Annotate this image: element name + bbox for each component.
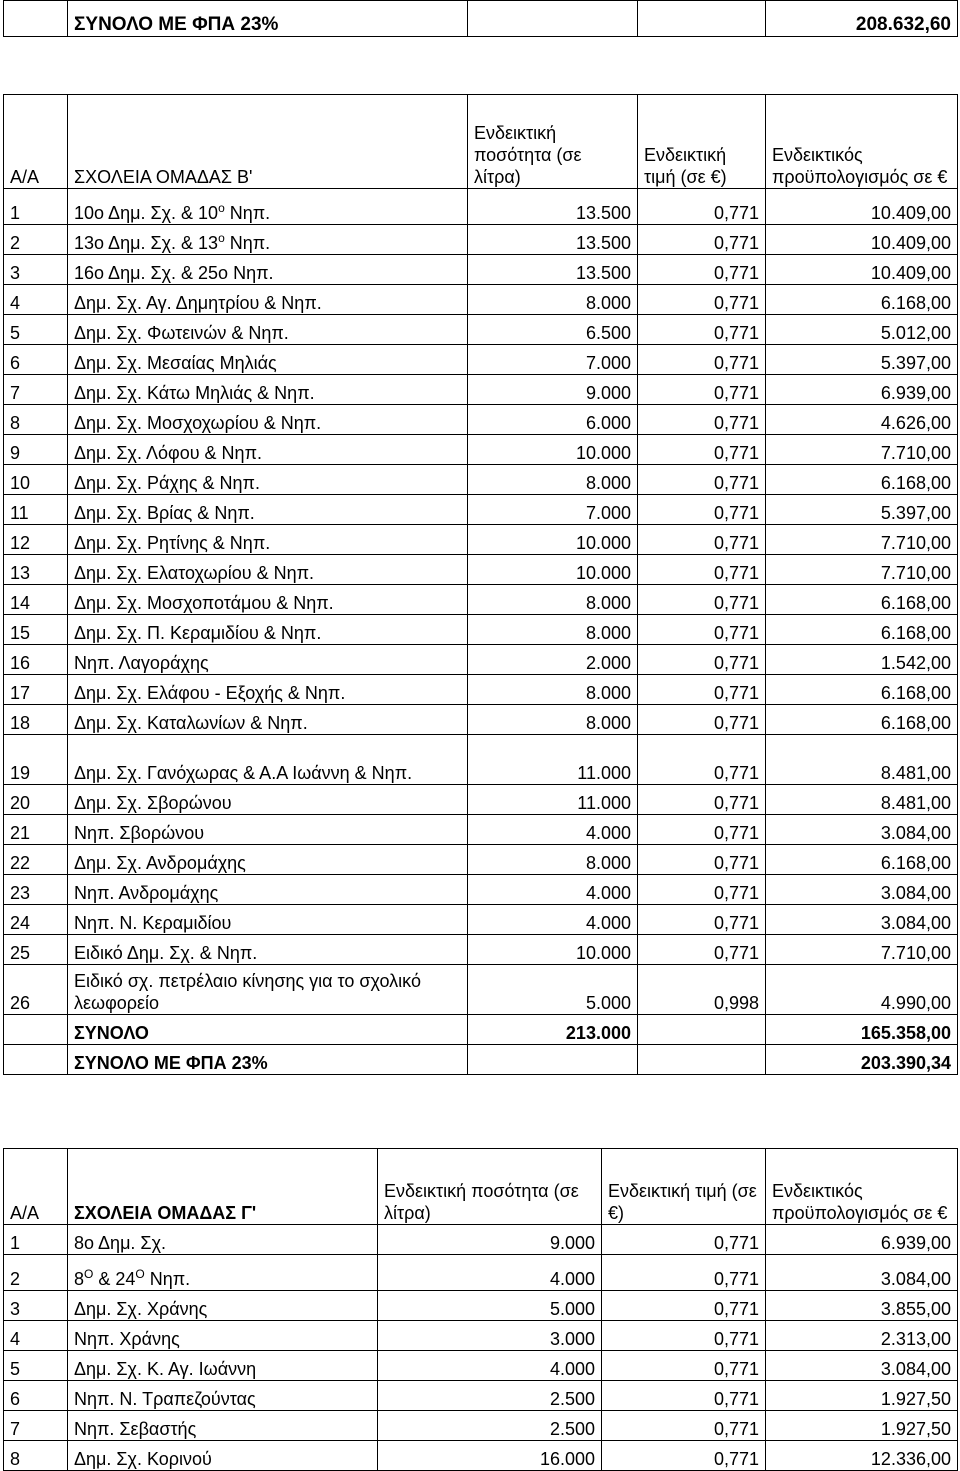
group-b-table [3,94,958,1075]
table-row [4,189,958,225]
cell-price: 0,771 [638,585,766,615]
cell-aa: 2 [4,1255,68,1291]
cell-aa: 7 [4,375,68,405]
cell-quantity: 8.000 [468,675,638,705]
cell-budget: 6.168,00 [766,285,958,315]
cell-quantity: 4.000 [468,905,638,935]
table-row [4,645,958,675]
cell-school: $8^O$ & $24^O$ Νηπ. [68,1255,378,1291]
cell-aa: 1 [4,1225,68,1255]
cell-price: 0,771 [602,1351,766,1381]
table-row [4,705,958,735]
cell-aa: 3 [4,1291,68,1321]
group-b-total-quantity: 213.000 [468,1015,638,1045]
cell-budget: 10.409,00 [766,225,958,255]
cell-quantity: 7.000 [468,345,638,375]
cell-aa: 5 [4,315,68,345]
cell-school: Δημ. Σχ. Μοσχοποτάμου & Νηπ. [68,585,468,615]
cell-price: 0,771 [602,1255,766,1291]
cell-price: 0,771 [638,465,766,495]
cell-school: Δημ. Σχ. Ελατοχωρίου & Νηπ. [68,555,468,585]
cell-budget: 8.481,00 [766,735,958,785]
cell-price: 0,771 [638,705,766,735]
cell-school: Δημ. Σχ. Γανόχωρας & Α.Α Ιωάννη & Νηπ. [68,735,468,785]
cell-aa: 15 [4,615,68,645]
cell-school: Ειδικό Δημ. Σχ. & Νηπ. [68,935,468,965]
cell-quantity: 4.000 [378,1351,602,1381]
cell-quantity: 8.000 [468,705,638,735]
cell-school: Δημ. Σχ. Ρητίνης & Νηπ. [68,525,468,555]
empty-cell [638,1,766,37]
cell-budget: 3.084,00 [766,905,958,935]
table-row [4,585,958,615]
cell-aa: 5 [4,1351,68,1381]
group-b-body [4,189,958,1015]
table-row [4,405,958,435]
cell-aa: 9 [4,435,68,465]
cell-budget: 7.710,00 [766,935,958,965]
top-total-table [3,0,958,37]
cell-aa: 17 [4,675,68,705]
table-row [4,1381,958,1411]
cell-quantity: 8.000 [468,585,638,615]
group-c-table [3,1148,958,1471]
cell-aa: 26 [4,965,68,1015]
table-row [4,1321,958,1351]
cell-school: Δημ. Σχ. Βρίας & Νηπ. [68,495,468,525]
table-row [4,495,958,525]
cell-school: Νηπ. Σβορώνου [68,815,468,845]
cell-budget: 5.012,00 [766,315,958,345]
cell-price: 0,771 [638,315,766,345]
table-row [4,905,958,935]
cell-price: 0,771 [638,785,766,815]
cell-budget: 12.336,00 [766,1441,958,1471]
cell-school: Νηπ. Ανδρομάχης [68,875,468,905]
cell-school: Νηπ. Χράνης [68,1321,378,1351]
cell-aa: 19 [4,735,68,785]
table-row [4,555,958,585]
group-b-total-vat-row [4,1045,958,1075]
group-b-header-row [4,95,958,189]
cell-quantity: 13.500 [468,189,638,225]
header-price: Ενδεικτική τιμή (σε €) [638,95,766,189]
cell-budget: 3.084,00 [766,1255,958,1291]
cell-aa: 25 [4,935,68,965]
cell-quantity: 16.000 [378,1441,602,1471]
cell-quantity: 4.000 [378,1255,602,1291]
cell-price: 0,771 [602,1441,766,1471]
cell-aa: 23 [4,875,68,905]
cell-budget: 6.939,00 [766,1225,958,1255]
cell-school: Δημ. Σχ. Κάτω Μηλιάς & Νηπ. [68,375,468,405]
cell-price: 0,771 [602,1291,766,1321]
cell-aa: 6 [4,1381,68,1411]
cell-aa: 24 [4,905,68,935]
table-row [4,465,958,495]
cell-quantity: 10.000 [468,935,638,965]
cell-school: Δημ. Σχ. Καταλωνίων & Νηπ. [68,705,468,735]
cell-budget: 8.481,00 [766,785,958,815]
cell-school: Δημ. Σχ. Αγ. Δημητρίου & Νηπ. [68,285,468,315]
group-b-total-budget: 165.358,00 [766,1015,958,1045]
cell-budget: 3.084,00 [766,1351,958,1381]
table-row [4,675,958,705]
header-quantity: Ενδεικτική ποσότητα (σε λίτρα) [468,95,638,189]
cell-budget: 4.626,00 [766,405,958,435]
cell-quantity: 5.000 [378,1291,602,1321]
table-row [4,525,958,555]
cell-quantity: 8.000 [468,285,638,315]
cell-school: Νηπ. Ν. Κεραμιδίου [68,905,468,935]
cell-quantity: 6.500 [468,315,638,345]
table-row [4,345,958,375]
cell-school: 13ο Δημ. Σχ. & $13^o$ Νηπ. [68,225,468,255]
cell-budget: 2.313,00 [766,1321,958,1351]
cell-quantity: 11.000 [468,785,638,815]
cell-school: Δημ. Σχ. Σβορώνου [68,785,468,815]
cell-price: 0,771 [638,255,766,285]
table-row [4,1441,958,1471]
cell-quantity: 10.000 [468,435,638,465]
cell-aa: 13 [4,555,68,585]
group-c-header-row [4,1149,958,1225]
cell-aa: 8 [4,405,68,435]
header-aa: Α/Α [4,1149,68,1225]
cell-price: 0,771 [638,645,766,675]
table-row [4,255,958,285]
top-total-label: ΣΥΝΟΛΟ ΜΕ ΦΠΑ 23% [68,1,468,37]
cell-price: 0,998 [638,965,766,1015]
cell-quantity: 7.000 [468,495,638,525]
header-price: Ενδεικτική τιμή (σε €) [602,1149,766,1225]
table-row [4,1291,958,1321]
cell-budget: 7.710,00 [766,435,958,465]
cell-budget: 3.084,00 [766,875,958,905]
cell-price: 0,771 [638,525,766,555]
header-quantity: Ενδεικτική ποσότητα (σε λίτρα) [378,1149,602,1225]
cell-aa: 16 [4,645,68,675]
cell-budget: 1.542,00 [766,645,958,675]
cell-school: Δημ. Σχ. Ελάφου - Εξοχής & Νηπ. [68,675,468,705]
cell-budget: 5.397,00 [766,345,958,375]
header-school: ΣΧΟΛΕΙΑ ΟΜΑΔΑΣ Γ' [68,1149,378,1225]
group-c-body [4,1225,958,1471]
cell-quantity: 2.500 [378,1411,602,1441]
group-b-total-row [4,1015,958,1045]
cell-price: 0,771 [638,555,766,585]
header-school: ΣΧΟΛΕΙΑ ΟΜΑΔΑΣ Β' [68,95,468,189]
table-row [4,845,958,875]
cell-school: Δημ. Σχ. Π. Κεραμιδίου & Νηπ. [68,615,468,645]
table-row [4,935,958,965]
cell-aa: 11 [4,495,68,525]
table-row [4,875,958,905]
cell-budget: 7.710,00 [766,555,958,585]
cell-aa: 14 [4,585,68,615]
cell-budget: 6.168,00 [766,675,958,705]
cell-school: Ειδικό σχ. πετρέλαιο κίνησης για το σχολικό λεωφορείο [68,965,468,1015]
table-row [4,1351,958,1381]
cell-price: 0,771 [638,375,766,405]
top-total-value: 208.632,60 [766,1,958,37]
cell-quantity: 11.000 [468,735,638,785]
cell-quantity: 3.000 [378,1321,602,1351]
cell-quantity: 4.000 [468,815,638,845]
cell-quantity: 8.000 [468,615,638,645]
cell-aa: 18 [4,705,68,735]
cell-budget: 6.168,00 [766,845,958,875]
table-row [4,375,958,405]
cell-school: Δημ. Σχ. Κορινού [68,1441,378,1471]
cell-aa: 4 [4,285,68,315]
cell-quantity: 8.000 [468,465,638,495]
cell-quantity: 6.000 [468,405,638,435]
cell-quantity: 8.000 [468,845,638,875]
cell-budget: 7.710,00 [766,525,958,555]
cell-price: 0,771 [638,285,766,315]
table-row [4,735,958,785]
cell-price: 0,771 [638,405,766,435]
cell-school: Δημ. Σχ. Κ. Αγ. Ιωάννη [68,1351,378,1381]
cell-price: 0,771 [638,905,766,935]
top-total-row [4,1,958,37]
header-aa: Α/Α [4,95,68,189]
cell-budget: 3.084,00 [766,815,958,845]
group-b-total-vat-budget: 203.390,34 [766,1045,958,1075]
cell-aa: 12 [4,525,68,555]
empty-cell [4,1015,68,1045]
cell-aa: 2 [4,225,68,255]
group-b-total-vat-label: ΣΥΝΟΛΟ ΜΕ ΦΠΑ 23% [68,1045,468,1075]
empty-cell [638,1045,766,1075]
cell-budget: 3.855,00 [766,1291,958,1321]
cell-school: Νηπ. Λαγοράχης [68,645,468,675]
cell-price: 0,771 [638,495,766,525]
cell-price: 0,771 [602,1225,766,1255]
cell-price: 0,771 [638,845,766,875]
cell-quantity: 2.500 [378,1381,602,1411]
table-row [4,1225,958,1255]
table-row [4,1411,958,1441]
cell-school: Δημ. Σχ. Μεσαίας Μηλιάς [68,345,468,375]
empty-cell [4,1045,68,1075]
table-row [4,785,958,815]
empty-cell [468,1045,638,1075]
cell-budget: 5.397,00 [766,495,958,525]
cell-price: 0,771 [638,875,766,905]
header-budget: Ενδεικτικός προϋπολογισμός σε € [766,95,958,189]
table-row [4,615,958,645]
cell-price: 0,771 [638,435,766,465]
cell-budget: 6.939,00 [766,375,958,405]
cell-quantity: 4.000 [468,875,638,905]
cell-school: Δημ. Σχ. Φωτεινών & Νηπ. [68,315,468,345]
cell-price: 0,771 [638,735,766,785]
cell-school: 8ο Δημ. Σχ. [68,1225,378,1255]
cell-budget: 6.168,00 [766,465,958,495]
table-row [4,225,958,255]
cell-aa: 4 [4,1321,68,1351]
cell-aa: 21 [4,815,68,845]
cell-quantity: 13.500 [468,255,638,285]
cell-quantity: 9.000 [378,1225,602,1255]
cell-budget: 10.409,00 [766,255,958,285]
cell-school: Νηπ. Σεβαστής [68,1411,378,1441]
cell-price: 0,771 [602,1381,766,1411]
empty-cell [468,1,638,37]
table-row [4,285,958,315]
cell-aa: 7 [4,1411,68,1441]
cell-school: 10ο Δημ. Σχ. & $10^o$ Νηπ. [68,189,468,225]
cell-quantity: 10.000 [468,525,638,555]
cell-school: Δημ. Σχ. Μοσχοχωρίου & Νηπ. [68,405,468,435]
cell-aa: 20 [4,785,68,815]
cell-budget: 6.168,00 [766,585,958,615]
cell-price: 0,771 [638,815,766,845]
cell-school: Δημ. Σχ. Λόφου & Νηπ. [68,435,468,465]
cell-budget: 6.168,00 [766,705,958,735]
cell-aa: 1 [4,189,68,225]
empty-cell [638,1015,766,1045]
cell-aa: 22 [4,845,68,875]
cell-aa: 3 [4,255,68,285]
cell-aa: 6 [4,345,68,375]
header-budget: Ενδεικτικός προϋπολογισμός σε € [766,1149,958,1225]
cell-school: 16ο Δημ. Σχ. & 25ο Νηπ. [68,255,468,285]
cell-school: Δημ. Σχ. Ανδρομάχης [68,845,468,875]
cell-aa: 10 [4,465,68,495]
cell-price: 0,771 [638,675,766,705]
cell-quantity: 9.000 [468,375,638,405]
cell-quantity: 5.000 [468,965,638,1015]
cell-price: 0,771 [602,1411,766,1441]
cell-budget: 1.927,50 [766,1381,958,1411]
table-row [4,1255,958,1291]
table-row [4,965,958,1015]
cell-aa: 8 [4,1441,68,1471]
table-row [4,315,958,345]
cell-budget: 6.168,00 [766,615,958,645]
cell-price: 0,771 [638,615,766,645]
cell-budget: 10.409,00 [766,189,958,225]
cell-school: Νηπ. Ν. Τραπεζούντας [68,1381,378,1411]
cell-quantity: 13.500 [468,225,638,255]
cell-price: 0,771 [602,1321,766,1351]
cell-school: Δημ. Σχ. Χράνης [68,1291,378,1321]
cell-budget: 4.990,00 [766,965,958,1015]
cell-price: 0,771 [638,345,766,375]
cell-price: 0,771 [638,935,766,965]
cell-quantity: 2.000 [468,645,638,675]
group-b-total-label: ΣΥΝΟΛΟ [68,1015,468,1045]
empty-cell [4,1,68,37]
cell-budget: 1.927,50 [766,1411,958,1441]
table-row [4,435,958,465]
cell-price: 0,771 [638,225,766,255]
cell-price: 0,771 [638,189,766,225]
cell-school: Δημ. Σχ. Ράχης & Νηπ. [68,465,468,495]
cell-quantity: 10.000 [468,555,638,585]
table-row [4,815,958,845]
